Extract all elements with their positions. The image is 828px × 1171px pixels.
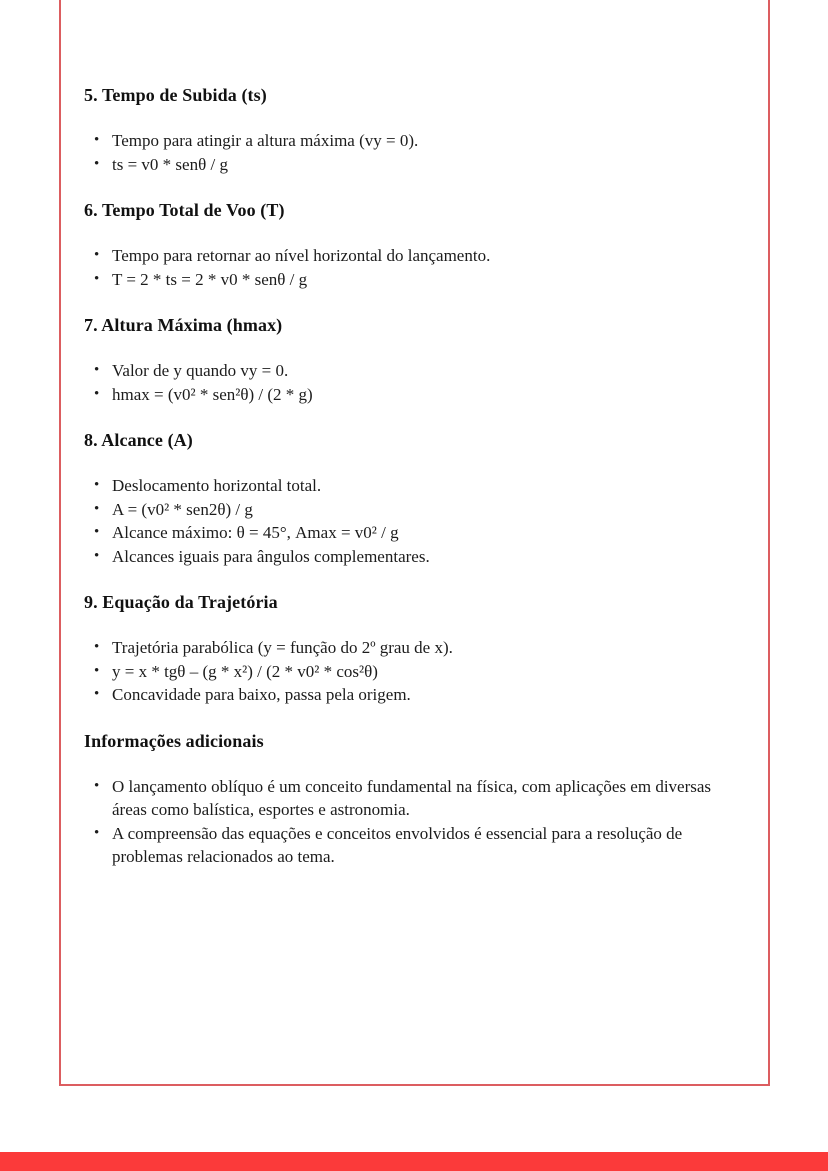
section-heading: 7. Altura Máxima (hmax) xyxy=(84,315,283,335)
section-informacoes-adicionais xyxy=(84,731,748,869)
list-item: • Tempo para atingir a altura máxima (vy = 0). xyxy=(84,129,732,153)
bullet-list xyxy=(84,244,732,291)
list-item: • A = (v0² * sen2θ) / g xyxy=(84,498,732,522)
section-heading: 5. Tempo de Subida (ts) xyxy=(84,85,267,105)
section-heading: Informações adicionais xyxy=(84,730,264,751)
section-heading: 9. Equação da Trajetória xyxy=(84,592,278,612)
list-item: • Alcance máximo: θ = 45°, Amax = v0² / g xyxy=(84,521,732,545)
list-item: • Trajetória parabólica (y = função do 2º grau de x). xyxy=(84,636,732,660)
document-page-frame xyxy=(59,0,770,1086)
list-item: • Alcances iguais para ângulos complementares. xyxy=(84,545,732,569)
bullet-list xyxy=(84,775,732,869)
bullet-list xyxy=(84,129,732,176)
document-content xyxy=(61,0,768,869)
section-equacao-da-trajetoria xyxy=(84,592,748,707)
list-item: • A compreensão das equações e conceitos envolvidos é essencial para a resolução de problemas relacionados ao tema. xyxy=(84,822,732,869)
list-item: • y = x * tgθ – (g * x²) / (2 * v0² * cos²θ) xyxy=(84,660,732,684)
list-item: • Deslocamento horizontal total. xyxy=(84,474,732,498)
section-heading: 8. Alcance (A) xyxy=(84,430,193,450)
list-item: • T = 2 * ts = 2 * v0 * senθ / g xyxy=(84,268,732,292)
list-item: • Valor de y quando vy = 0. xyxy=(84,359,732,383)
footer-red-bar xyxy=(0,1152,828,1171)
bullet-list xyxy=(84,359,732,406)
list-item: • Concavidade para baixo, passa pela origem. xyxy=(84,683,732,707)
bullet-list xyxy=(84,474,732,568)
section-altura-maxima xyxy=(84,315,748,406)
section-tempo-de-subida xyxy=(84,85,748,176)
section-alcance xyxy=(84,430,748,568)
list-item: • O lançamento oblíquo é um conceito fundamental na física, com aplicações em diversas áreas como balística, esportes e astronomia. xyxy=(84,775,732,822)
section-heading: 6. Tempo Total de Voo (T) xyxy=(84,200,285,220)
section-tempo-total-de-voo xyxy=(84,200,748,291)
list-item: • Tempo para retornar ao nível horizontal do lançamento. xyxy=(84,244,732,268)
list-item: • hmax = (v0² * sen²θ) / (2 * g) xyxy=(84,383,732,407)
bullet-list xyxy=(84,636,732,707)
list-item: • ts = v0 * senθ / g xyxy=(84,153,732,177)
